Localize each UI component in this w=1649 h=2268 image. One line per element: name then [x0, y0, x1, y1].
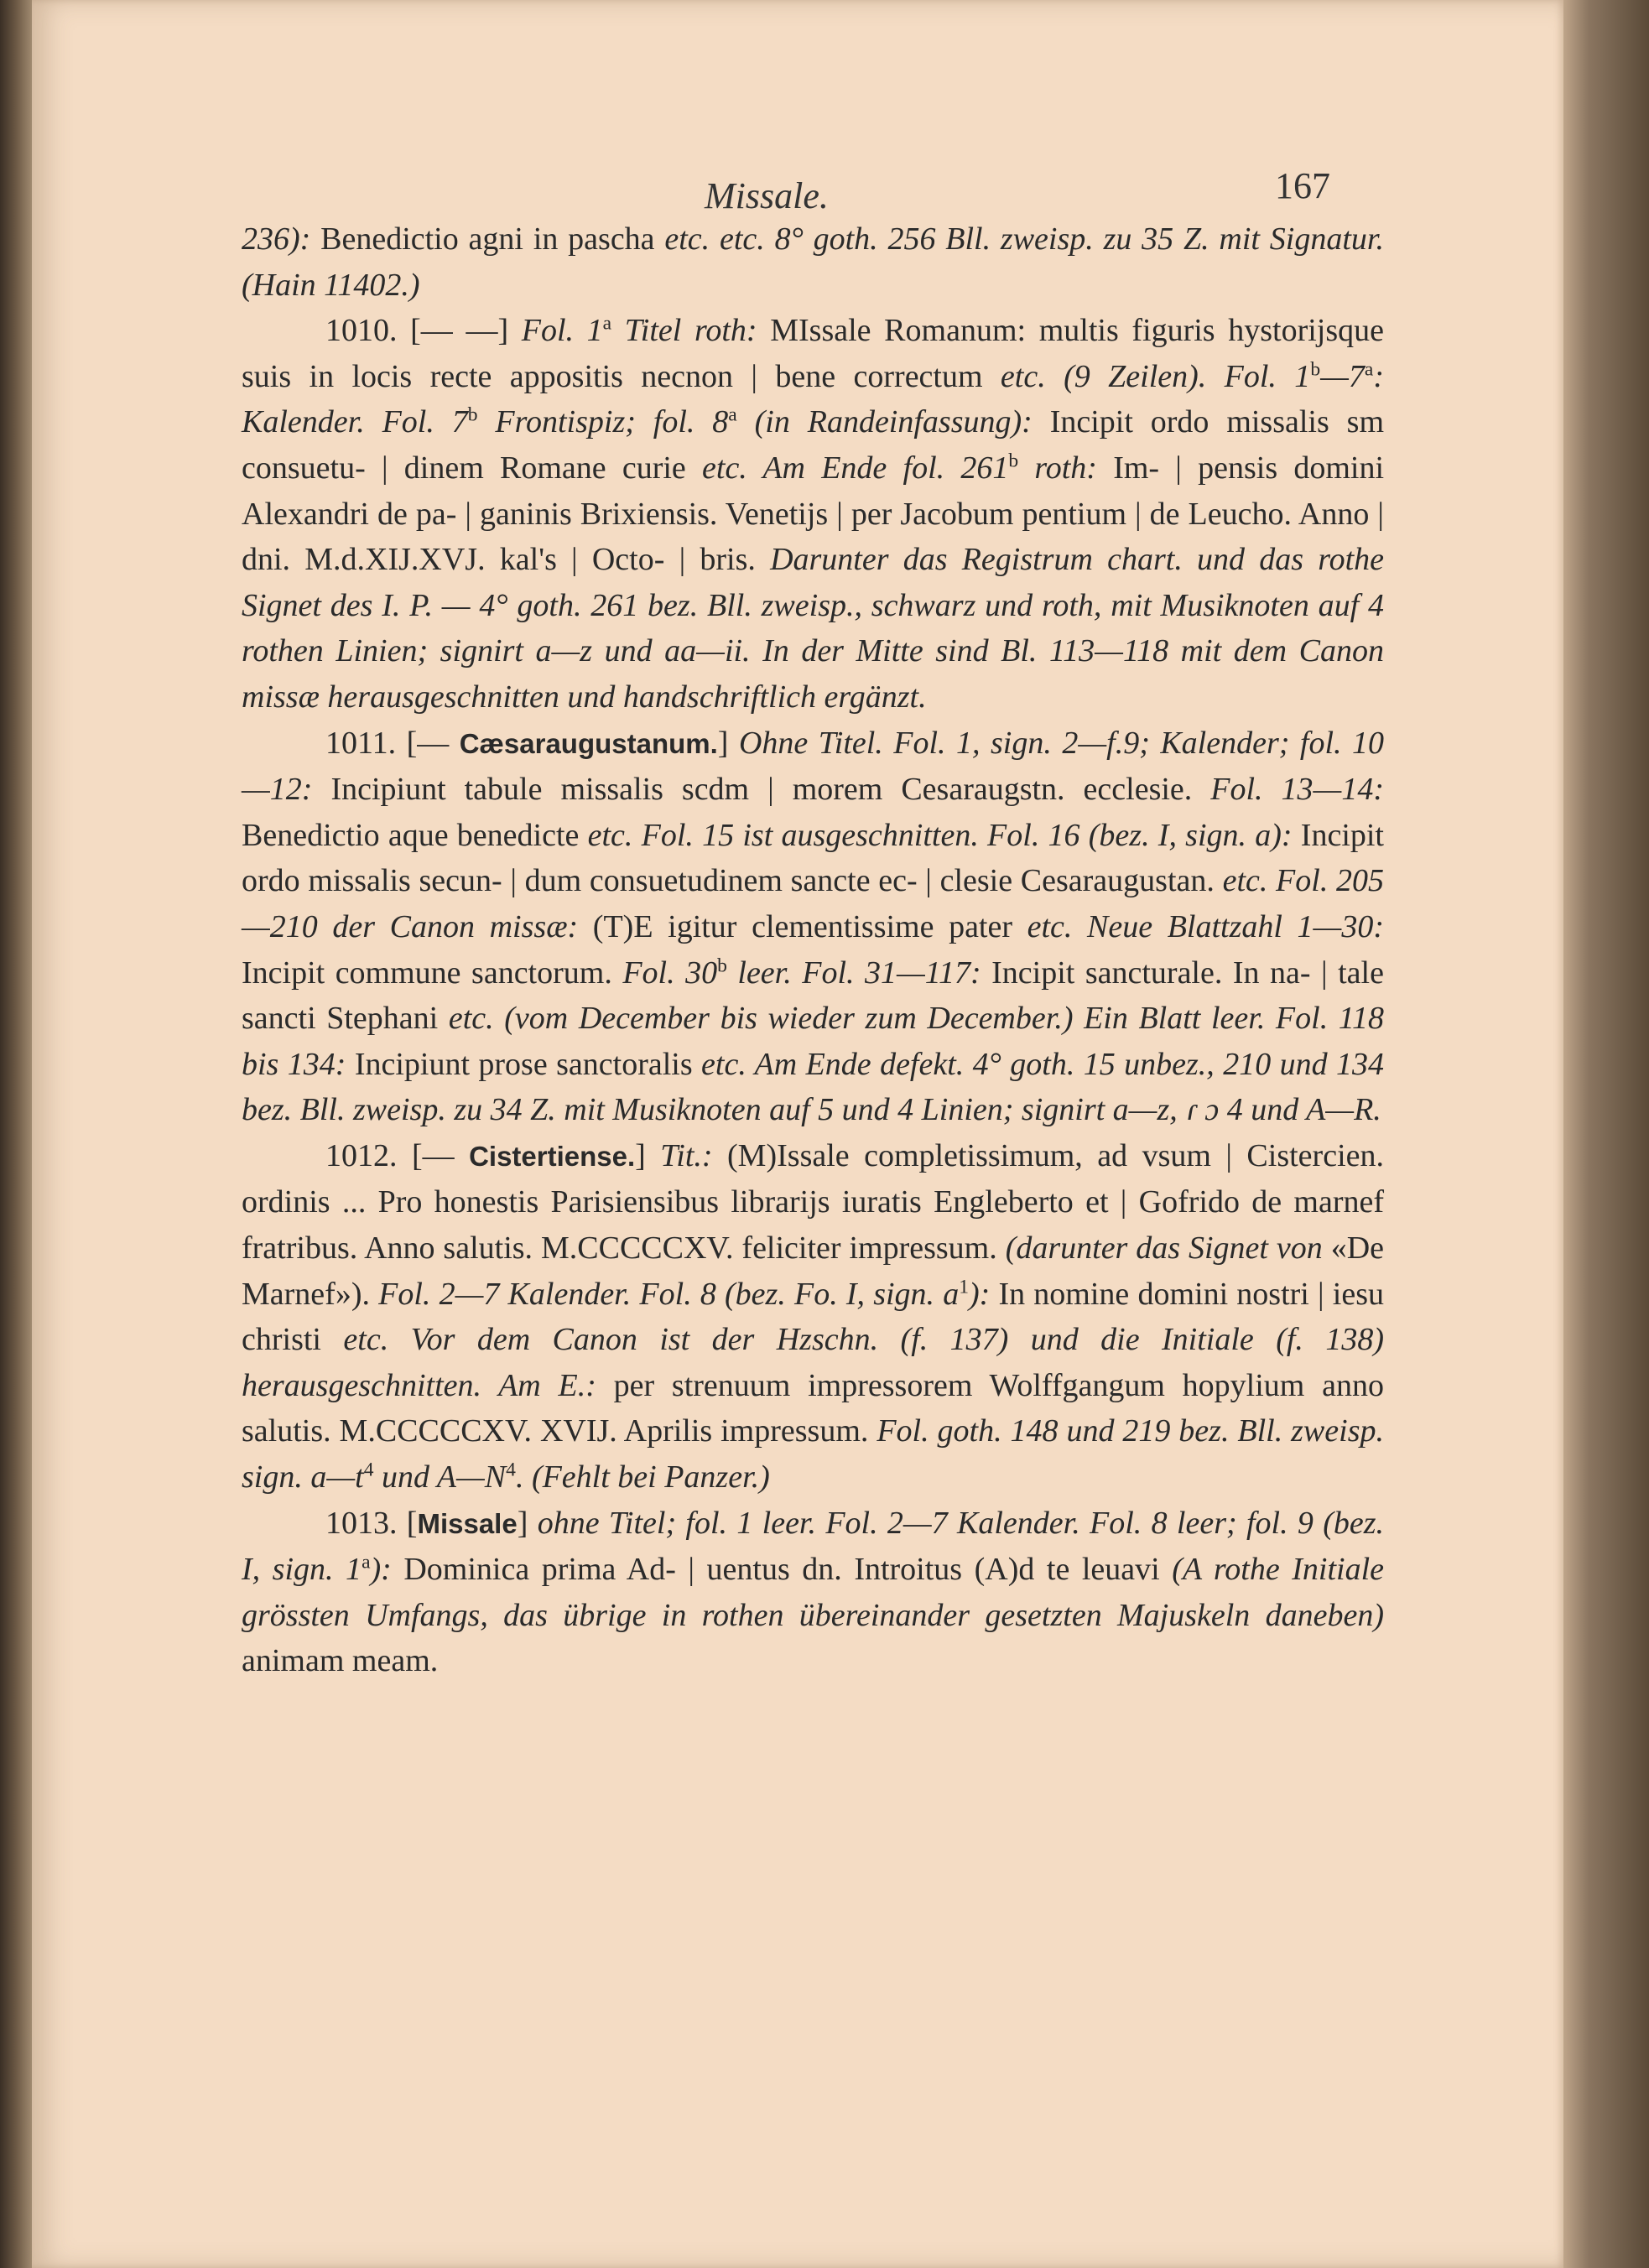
- entry-1013: [242, 1501, 1384, 1684]
- text-segment: Cæsaraugustanum.: [459, 727, 718, 759]
- text-segment: b: [1310, 358, 1321, 381]
- text-segment: —7: [1320, 358, 1365, 394]
- text-segment: animam meam.: [242, 1643, 439, 1679]
- text-segment: 1: [959, 1276, 969, 1298]
- text-segment: Ohne Titel. Fol. 1, sign. 2—f.9; Kalender; fol. 10—12:: [242, 725, 1384, 808]
- text-segment: Benedictio aque benedicte: [242, 817, 588, 853]
- text-segment: etc. Vor dem Canon ist der Hzschn. (f. 137) und die Initiale (f. 138) herausgeschnitten. Am E.:: [242, 1322, 1384, 1403]
- entry-1012: [242, 1133, 1384, 1501]
- text-segment: b: [717, 954, 727, 976]
- text-segment: ):: [969, 1276, 999, 1312]
- text-segment: etc. Am Ende fol. 261: [702, 450, 1009, 486]
- entry-1010: [242, 308, 1384, 720]
- text-segment: Fol. goth. 148 und 219 bez. Bll. zweisp. sign. a—t: [242, 1413, 1384, 1496]
- text-segment: Cistertiense.: [469, 1140, 636, 1172]
- page-right-edge: [1563, 0, 1649, 2268]
- text-segment: ohne Titel; fol. 1 leer. Fol. 2—7 Kalender. Fol. 8 leer; fol. 9 (bez. I, sign. 1: [242, 1505, 1384, 1588]
- text-segment: 4: [363, 1459, 374, 1481]
- text-segment: b: [1008, 450, 1019, 472]
- text-segment: Missale: [417, 1507, 518, 1539]
- text-segment: In nomine domini nostri | iesu christi: [242, 1276, 1385, 1358]
- text-segment: Frontispiz; fol. 8: [477, 404, 729, 440]
- page-number: 167: [1275, 165, 1330, 206]
- text-segment: MIssale Romanum: multis figuris hystorijsque suis in locis recte appositis necnon | bene correctum: [242, 313, 1385, 394]
- text-segment: leer. Fol. 31—117:: [726, 955, 992, 991]
- text-segment: (darunter das Signet von: [1005, 1230, 1331, 1267]
- text-segment: etc. Am Ende defekt. 4° goth. 15 unbez., 210 und 134 bez. Bll. zweisp. zu 34 Z. mit Musiknoten auf 5 und 4 Linien; signirt a—z, ɾ ɔ 4 und A—R.: [242, 1046, 1384, 1128]
- text-segment: . (Fehlt bei Panzer.): [515, 1459, 770, 1496]
- text-segment: ]: [517, 1505, 538, 1541]
- text-segment: «De Marnef»).: [242, 1230, 1385, 1312]
- text-segment: 236):: [242, 221, 321, 257]
- text-segment: a: [602, 312, 612, 335]
- text-segment: a: [362, 1551, 371, 1574]
- book-page: [32, 0, 1563, 2268]
- text-segment: b: [467, 403, 478, 426]
- page-body: [242, 216, 1384, 1684]
- text-segment: Im- | pensis domini Alexandri de pa- | ganinis Brixiensis. Venetijs | per Jacobum pentium | de Leucho. Anno | dni. M.d.XIJ.XVJ. kal's | Octo- | bris.: [242, 450, 1385, 578]
- text-segment: 1012. [—: [325, 1137, 470, 1173]
- text-segment: 1013. [: [325, 1505, 418, 1541]
- text-segment: Fol. 30: [622, 955, 718, 991]
- text-segment: Incipit ordo missalis sm consuetu- | dinem Romane curie: [242, 404, 1385, 486]
- text-segment: 4: [506, 1459, 516, 1481]
- text-segment: Incipit commune sanctorum.: [242, 955, 623, 991]
- text-segment: etc. (vom December bis wieder zum December.) Ein Blatt leer. Fol. 118 bis 134:: [242, 1001, 1384, 1082]
- page-header: [32, 164, 1563, 223]
- text-segment: a: [1364, 358, 1374, 381]
- running-title: Missale.: [705, 175, 829, 216]
- text-segment: Fol. 13—14:: [1210, 772, 1384, 808]
- text-segment: roth:: [1018, 450, 1114, 486]
- text-segment: a: [728, 403, 737, 426]
- text-segment: (M)Issale completissimum, ad vsum | Cistercien. ordinis ... Pro honestis Parisiensibus librarijs iuratis Engleberto et | Gofrido de marnef fratribus. Anno salutis. M.CCCCCXV. feliciter impressum.: [242, 1137, 1384, 1267]
- text-segment: etc. (9 Zeilen). Fol. 1: [1000, 358, 1311, 394]
- text-segment: Incipiunt prose sanctoralis: [354, 1046, 702, 1082]
- text-segment: Incipit ordo missalis secun- | dum consuetudinem sancte ec- | clesie Cesaraugustan.: [242, 817, 1384, 899]
- text-segment: Dominica prima Ad- | uentus dn. Introitus (A)d te leuavi: [403, 1552, 1173, 1588]
- text-segment: etc. etc. 8° goth. 256 Bll. zweisp. zu 35 Z. mit Signatur. (Hain 11402.): [242, 221, 1384, 303]
- text-segment: 1010. [— —]: [325, 313, 522, 349]
- facing-page-edge: [0, 0, 32, 2268]
- text-segment: : Kalender. Fol. 7: [242, 358, 1384, 440]
- paragraph-continuation: [242, 216, 1384, 308]
- text-segment: (T)E igitur clementissime pater: [592, 908, 1027, 944]
- text-segment: Fol. 1: [521, 313, 603, 349]
- text-segment: 1011. [—: [325, 725, 460, 761]
- text-segment: Tit.:: [660, 1137, 728, 1173]
- text-segment: Benedictio agni in pascha: [320, 221, 665, 257]
- text-segment: (A rothe Initiale grössten Umfangs, das übrige in rothen übereinander gesetzten Majuskeln daneben): [242, 1552, 1385, 1633]
- text-segment: Darunter das Registrum chart. und das rothe Signet des I. P. — 4° goth. 261 bez. Bll. zweisp., schwarz und roth, mit Musiknoten auf 4 rothen Linien; signirt a—z und aa—ii. In der Mitte sind Bl. 113—118 mit dem Canon missæ herausgeschnitten und handschriftlich ergänzt.: [242, 542, 1384, 715]
- text-segment: etc. Fol. 205—210 der Canon missæ:: [242, 863, 1385, 944]
- text-segment: etc. Fol. 15 ist ausgeschnitten. Fol. 16 (bez. I, sign. a):: [587, 817, 1301, 853]
- text-segment: etc. Neue Blattzahl 1—30:: [1027, 908, 1384, 944]
- text-segment: Incipit sancturale. In na- | tale sancti Stephani: [242, 955, 1384, 1037]
- text-segment: per strenuum impressorem Wolffgangum hopylium anno salutis. M.CCCCCXV. XVIJ. Aprilis impressum.: [242, 1367, 1384, 1449]
- text-segment: ]: [635, 1137, 661, 1173]
- text-segment: Incipiunt tabule missalis scdm | morem Cesaraugstn. ecclesie.: [330, 772, 1211, 808]
- text-segment: ):: [370, 1552, 404, 1588]
- text-segment: Fol. 2—7 Kalender. Fol. 8 (bez. Fo. I, sign. a: [378, 1276, 960, 1312]
- text-segment: ]: [717, 725, 739, 761]
- text-segment: und A—N: [373, 1459, 507, 1496]
- entry-1011: [242, 720, 1384, 1133]
- text-segment: Titel roth:: [611, 313, 771, 349]
- text-segment: (in Randeinfassung):: [736, 404, 1050, 440]
